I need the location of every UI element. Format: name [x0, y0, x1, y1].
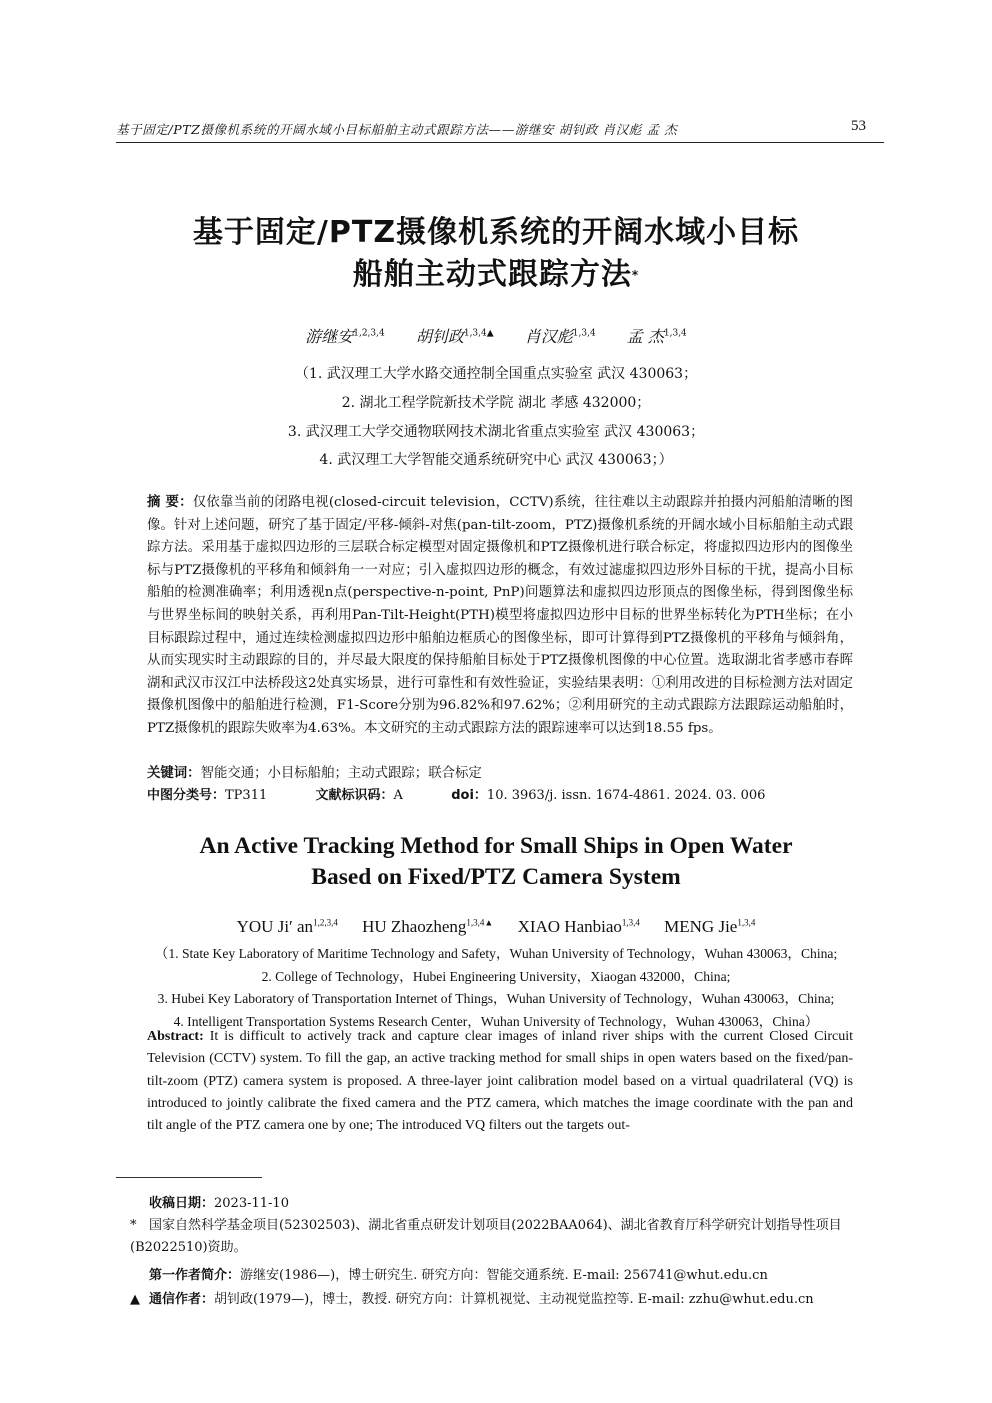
author-en-4 — [664, 917, 755, 936]
abstract-en-label: Abstract: — [147, 1029, 204, 1044]
author-en-1 — [237, 917, 338, 936]
footnote-first-author — [130, 1265, 890, 1287]
author-en-4-sup: 1,3,4 — [737, 917, 756, 928]
author-cn-2-name: 胡钊政 — [415, 327, 464, 346]
title-cn-line2 — [96, 253, 896, 297]
footnote-received — [130, 1193, 890, 1215]
title-cn-line1: 基于固定/PTZ摄像机系统的开阔水域小目标 — [192, 215, 800, 250]
authors-cn — [96, 324, 896, 347]
doi-label: doi： — [451, 788, 487, 803]
keywords-cn — [147, 762, 482, 781]
author-cn-1-sup: 1,2,3,4 — [353, 328, 385, 339]
title-en-line1: An Active Tracking Method for Small Ships in Open Water — [199, 833, 793, 859]
clc-value: TP311 — [225, 788, 268, 803]
affiliation-en-3: 3. Hubei Key Laboratory of Transportation Internet of Things，Wuhan University of Technology，Wuhan 430063，China; — [157, 991, 835, 1006]
title-en-line2: Based on Fixed/PTZ Camera System — [311, 864, 681, 890]
footnote-corresponding — [130, 1289, 890, 1311]
author-cn-4-name: 孟 杰 — [626, 327, 664, 346]
author-en-2 — [362, 917, 493, 936]
title-cn-line2-text: 船舶主动式跟踪方法 — [352, 257, 632, 292]
keywords-cn-text: 智能交通；小目标船舶；主动式跟踪；联合标定 — [200, 766, 482, 781]
affiliation-cn-4: 4. 武汉理工大学智能交通系统研究中心 武汉 430063；） — [319, 452, 673, 468]
author-en-1-sup: 1,2,3,4 — [313, 917, 338, 928]
affiliation-cn-1: （1. 武汉理工大学水路交通控制全国重点实验室 武汉 430063； — [294, 366, 698, 382]
abstract-cn-label: 摘 要： — [147, 495, 193, 510]
abstract-cn — [147, 492, 853, 741]
abstract-en — [147, 1026, 853, 1137]
title-fund-mark: * — [631, 268, 640, 282]
doi-value: 10. 3963/j. issn. 1674-4861. 2024. 03. 006 — [486, 788, 766, 803]
received-value: 2023-11-10 — [214, 1196, 289, 1211]
affiliation-en-4: 4. Intelligent Transportation Systems Research Center，Wuhan University of Technology，Wuhan 430063，China） — [173, 1013, 819, 1029]
first-author-text: 游继安(1986—)，博士研究生. 研究方向：智能交通系统. E-mail: 256741@whut.edu.cn — [240, 1268, 768, 1283]
running-header-text: 基于固定/PTZ摄像机系统的开阔水域小目标船舶主动式跟踪方法——游继安 胡钊政 肖汉彪 孟 杰 — [116, 122, 678, 137]
footnote-fund — [130, 1215, 890, 1259]
author-en-1-name: YOU Ji′ an — [236, 917, 314, 936]
first-author-label: 第一作者简介： — [149, 1268, 241, 1283]
affiliation-en-1: （1. State Key Laboratory of Maritime Technology and Safety，Wuhan University of Technology，Wuhan 430063，China; — [154, 946, 838, 961]
doc-code-label: 文献标识码： — [315, 788, 394, 803]
classification-line — [147, 784, 853, 803]
fund-text: 国家自然科学基金项目(52302503)、湖北省重点研发计划项目(2022BAA064)、湖北省教育厅科学研究计划指导性项目(B2022510)资助。 — [130, 1218, 842, 1255]
fund-mark: * — [130, 1218, 137, 1233]
corr-label: 通信作者： — [149, 1292, 215, 1307]
affiliation-cn-2: 2. 湖北工程学院新技术学院 湖北 孝感 432000； — [341, 395, 651, 411]
affiliations-en — [96, 943, 896, 1033]
author-en-3-sup: 1,3,4 — [621, 917, 640, 928]
author-cn-4-sup: 1,3,4 — [663, 328, 687, 339]
keywords-cn-label: 关键词： — [147, 766, 201, 781]
received-label: 收稿日期： — [149, 1196, 215, 1211]
author-cn-2 — [416, 327, 494, 346]
affiliation-cn-3: 3. 武汉理工大学交通物联网技术湖北省重点实验室 武汉 430063； — [287, 424, 705, 440]
page-number: 53 — [851, 118, 866, 134]
affiliation-en-2: 2. College of Technology，Hubei Engineering University，Xiaogan 432000，China; — [261, 968, 731, 984]
author-cn-4 — [627, 327, 687, 346]
author-en-3 — [518, 917, 640, 936]
clc-label: 中图分类号： — [147, 788, 226, 803]
author-cn-3 — [525, 327, 596, 346]
abstract-en-text: It is difficult to actively track and capture clear images of inland river ships with the current Closed Circuit Television (CCTV) system. To fill the gap, an active tracking method for small ships in open waters based on the fixed/pan-tilt-zoom (PTZ) camera system is proposed. A three-layer joint calibration model based on a virtual quadrilateral (VQ) is introduced to jointly calibrate the fixed camera and the PTZ camera, which matches the image coordinate with the pan and tilt angle of the PTZ camera one by one; The introduced VQ filters out the targets out- — [147, 1029, 854, 1134]
author-en-2-sup: 1,3,4▲ — [466, 917, 494, 928]
author-cn-3-name: 肖汉彪 — [524, 327, 573, 346]
author-cn-1-name: 游继安 — [305, 327, 354, 346]
author-cn-1 — [305, 327, 385, 346]
footnote-divider — [116, 1177, 262, 1178]
author-en-3-name: XIAO Hanbiao — [517, 917, 622, 936]
abstract-cn-text: 仅依靠当前的闭路电视(closed-circuit television，CCTV)系统，往往难以主动跟踪并拍摄内河船舶清晰的图像。针对上述问题，研究了基于固定/平移-倾斜-对焦(pan-tilt-zoom，PTZ)摄像机系统的开阔水域小目标船舶主动式跟踪方法。采用基于虚拟四边形的三层联合标定模型对固定摄像机和PTZ摄像机进行联合标定，将虚拟四边形内的图像坐标与PTZ摄像机的平移角和倾斜角一一对应；引入虚拟四边形的概念，有效过滤虚拟四边形外目标的干扰，提高小目标船舶的检测准确率；利用透视n点(perspective-n-point, PnP)问题算法和虚拟四边形顶点的图像坐标，得到图像坐标与世界坐标间的映射关系，再利用Pan-Tilt-Height(PTH)模型将虚拟四边形中目标的世界坐标转化为PTH坐标；在小目标跟踪过程中，通过连续检测虚拟四边形中船舶边框质心的图像坐标，即可计算得到PTZ摄像机的平移角与倾斜角，从而实现实时主动跟踪的目的，并尽最大限度的保持船舶目标处于PTZ摄像机图像的中心位置。选取湖北省孝感市春晖湖和武汉市汉江中法桥段这2处真实场景，进行可靠性和有效性验证，实验结果表明：①利用改进的目标检测方法对固定摄像机图像中的船舶进行检测，F1-Score分别为96.82%和97.62%；②利用研究的主动式跟踪方法跟踪运动船舶时，PTZ摄像机的跟踪失败率为4.63%。本文研究的主动式跟踪方法的跟踪速率可以达到18.55 fps。 — [147, 495, 853, 736]
author-en-2-name: HU Zhaozheng — [362, 917, 467, 936]
running-header — [116, 118, 884, 143]
author-cn-3-sup: 1,3,4 — [572, 328, 596, 339]
corr-text: 胡钊政(1979—)，博士，教授. 研究方向：计算机视觉、主动视觉监控等. E-mail: zzhu@whut.edu.cn — [214, 1292, 814, 1307]
author-en-4-name: MENG Jie — [664, 917, 738, 936]
author-cn-2-sup: 1,3,4▲ — [463, 328, 494, 339]
corr-mark: ▲ — [130, 1292, 140, 1307]
doc-code-value: A — [393, 788, 403, 803]
authors-en — [96, 917, 896, 937]
title-en — [96, 831, 896, 893]
